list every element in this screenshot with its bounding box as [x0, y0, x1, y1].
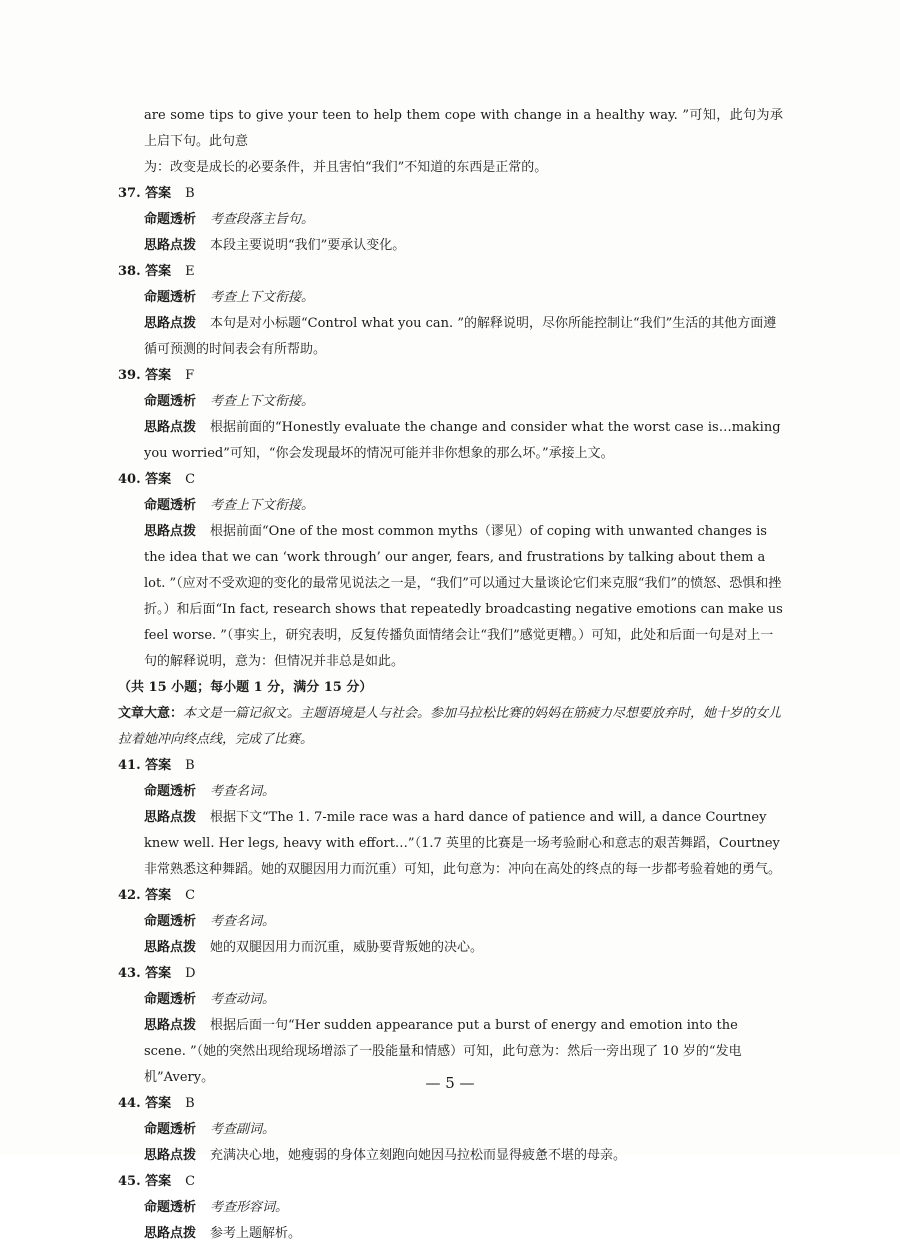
hint-line: [118, 935, 783, 961]
intro-line-2: 为：改变是成长的必要条件，并且害怕“我们”不知道的东西是正常的。: [144, 160, 548, 175]
hint-line: [118, 311, 783, 363]
analysis-text: 考查名词。: [210, 784, 276, 799]
summary-text: 本文是一篇记叙文。主题语境是人与社会。参加马拉松比赛的妈妈在筋疲力尽想要放弃时，她十岁的女儿拉着她冲向终点线，完成了比赛。: [118, 706, 782, 747]
analysis-text: 考查形容词。: [210, 1200, 289, 1215]
answer-heading: [118, 961, 783, 987]
answer-letter: B: [185, 758, 195, 773]
hint-line: [118, 805, 783, 883]
hint-label: 思路点拨: [144, 238, 197, 253]
analysis-line: [118, 207, 783, 233]
answer-letter: C: [185, 888, 196, 903]
answer-heading: [118, 181, 783, 207]
answer-number: 37. 答案: [118, 186, 172, 201]
answer-number: 42. 答案: [118, 888, 172, 903]
answer-number: 45. 答案: [118, 1174, 172, 1189]
analysis-label: 命题透析: [144, 1200, 197, 1215]
analysis-label: 命题透析: [144, 212, 197, 227]
hint-line: [118, 1221, 783, 1247]
answer-block-41: [118, 753, 783, 883]
analysis-line: [118, 1195, 783, 1221]
article-summary: [118, 701, 783, 753]
analysis-line: [118, 909, 783, 935]
answer-block-42: [118, 883, 783, 961]
analysis-line: [118, 987, 783, 1013]
analysis-label: 命题透析: [144, 498, 197, 513]
hint-text: 充满决心地，她瘦弱的身体立刻跑向她因马拉松而显得疲惫不堪的母亲。: [210, 1148, 627, 1163]
intro-line-1: are some tips to give your teen to help them cope with change in a healthy way. ”可知，此句为承上启下句。此句意: [144, 108, 783, 149]
hint-text: 根据前面“One of the most common myths（谬见）of coping with unwanted changes is the idea that we can ‘work through’ our anger, fears, and frustrations by talking about them a lot. ”（应对不受欢迎的变化的最常见说法之一是，“我们”可以通过大量谈论它们来克服“我们”的愤怒、恐惧和挫折。）和后面“In fact, research shows that repeatedly broadcasting negative emotions can make us feel worse. ”（事实上，研究表明，反复传播负面情绪会让“我们”感觉更糟。）可知，此处和后面一句是对上一句的解释说明，意为：但情况并非总是如此。: [144, 524, 783, 669]
answer-block-39: [118, 363, 783, 467]
answer-block-37: [118, 181, 783, 259]
analysis-label: 命题透析: [144, 290, 197, 305]
answer-block-43: [118, 961, 783, 1091]
answer-number: 43. 答案: [118, 966, 172, 981]
answer-letter: B: [185, 1096, 195, 1111]
answer-block-45: [118, 1169, 783, 1247]
hint-text: 本段主要说明“我们”要承认变化。: [210, 238, 406, 253]
page-number: — 5 —: [425, 1074, 475, 1092]
summary-label: 文章大意：: [118, 706, 184, 721]
analysis-line: [118, 389, 783, 415]
hint-line: [118, 1143, 783, 1169]
answer-letter: D: [185, 966, 196, 981]
answer-heading: [118, 1169, 783, 1195]
answer-letter: F: [185, 368, 195, 383]
hint-text: 根据前面的“Honestly evaluate the change and consider what the worst case is…making you worried”可知，“你会发现最坏的情况可能并非你想象的那么坏。”承接上文。: [144, 420, 781, 461]
analysis-label: 命题透析: [144, 1122, 197, 1137]
analysis-text: 考查上下文衔接。: [210, 498, 315, 513]
hint-label: 思路点拨: [144, 420, 197, 435]
hint-text: 根据下文“The 1. 7-mile race was a hard dance of patience and will, a dance Courtney knew well. Her legs, heavy with effort…”（1.7 英里的比赛是一场考验耐心和意志的艰苦舞蹈，Courtney 非常熟悉这种舞蹈。她的双腿因用力而沉重）可知，此句意为：冲向在高处的终点的每一步都考验着她的勇气。: [144, 810, 782, 877]
answer-block-40: [118, 467, 783, 675]
hint-label: 思路点拨: [144, 940, 197, 955]
answer-letter: B: [185, 186, 195, 201]
answer-number: 41. 答案: [118, 758, 172, 773]
hint-text: 根据后面一句“Her sudden appearance put a burst of energy and emotion into the scene. ”（她的突然出现给现场增添了一股能量和情感）可知，此句意为：然后一旁出现了 10 岁的“发电机”Avery。: [144, 1018, 742, 1085]
intro-paragraph: [118, 103, 783, 181]
analysis-text: 考查上下文衔接。: [210, 290, 315, 305]
analysis-text: 考查动词。: [210, 992, 276, 1007]
analysis-line: [118, 779, 783, 805]
hint-line: [118, 519, 783, 675]
answer-heading: [118, 753, 783, 779]
hint-text: 参考上题解析。: [210, 1226, 302, 1241]
hint-label: 思路点拨: [144, 1148, 197, 1163]
answer-number: 39. 答案: [118, 368, 172, 383]
analysis-line: [118, 285, 783, 311]
answer-heading: [118, 883, 783, 909]
analysis-label: 命题透析: [144, 992, 197, 1007]
hint-label: 思路点拨: [144, 524, 197, 539]
analysis-label: 命题透析: [144, 784, 197, 799]
hint-text: 她的双腿因用力而沉重，威胁要背叛她的决心。: [210, 940, 484, 955]
analysis-line: [118, 1117, 783, 1143]
hint-line: [118, 233, 783, 259]
answer-number: 44. 答案: [118, 1096, 172, 1111]
analysis-text: 考查名词。: [210, 914, 276, 929]
answer-number: 40. 答案: [118, 472, 172, 487]
hint-label: 思路点拨: [144, 1018, 197, 1033]
analysis-line: [118, 493, 783, 519]
answer-heading: [118, 259, 783, 285]
answer-number: 38. 答案: [118, 264, 172, 279]
analysis-text: 考查上下文衔接。: [210, 394, 315, 409]
hint-text: 本句是对小标题“Control what you can. ”的解释说明，尽你所能控制让“我们”生活的其他方面遵循可预测的时间表会有所帮助。: [144, 316, 777, 357]
answer-block-44: [118, 1091, 783, 1169]
answer-heading: [118, 467, 783, 493]
answer-letter: E: [185, 264, 195, 279]
analysis-text: 考查副词。: [210, 1122, 276, 1137]
hint-line: [118, 415, 783, 467]
analysis-text: 考查段落主旨句。: [210, 212, 315, 227]
hint-label: 思路点拨: [144, 810, 197, 825]
answer-block-38: [118, 259, 783, 363]
hint-label: 思路点拨: [144, 1226, 197, 1241]
answer-letter: C: [185, 1174, 196, 1189]
hint-label: 思路点拨: [144, 316, 197, 331]
answer-heading: [118, 1091, 783, 1117]
section-heading: （共 15 小题；每小题 1 分，满分 15 分）: [118, 680, 373, 695]
analysis-label: 命题透析: [144, 914, 197, 929]
answer-heading: [118, 363, 783, 389]
analysis-label: 命题透析: [144, 394, 197, 409]
answer-letter: C: [185, 472, 196, 487]
